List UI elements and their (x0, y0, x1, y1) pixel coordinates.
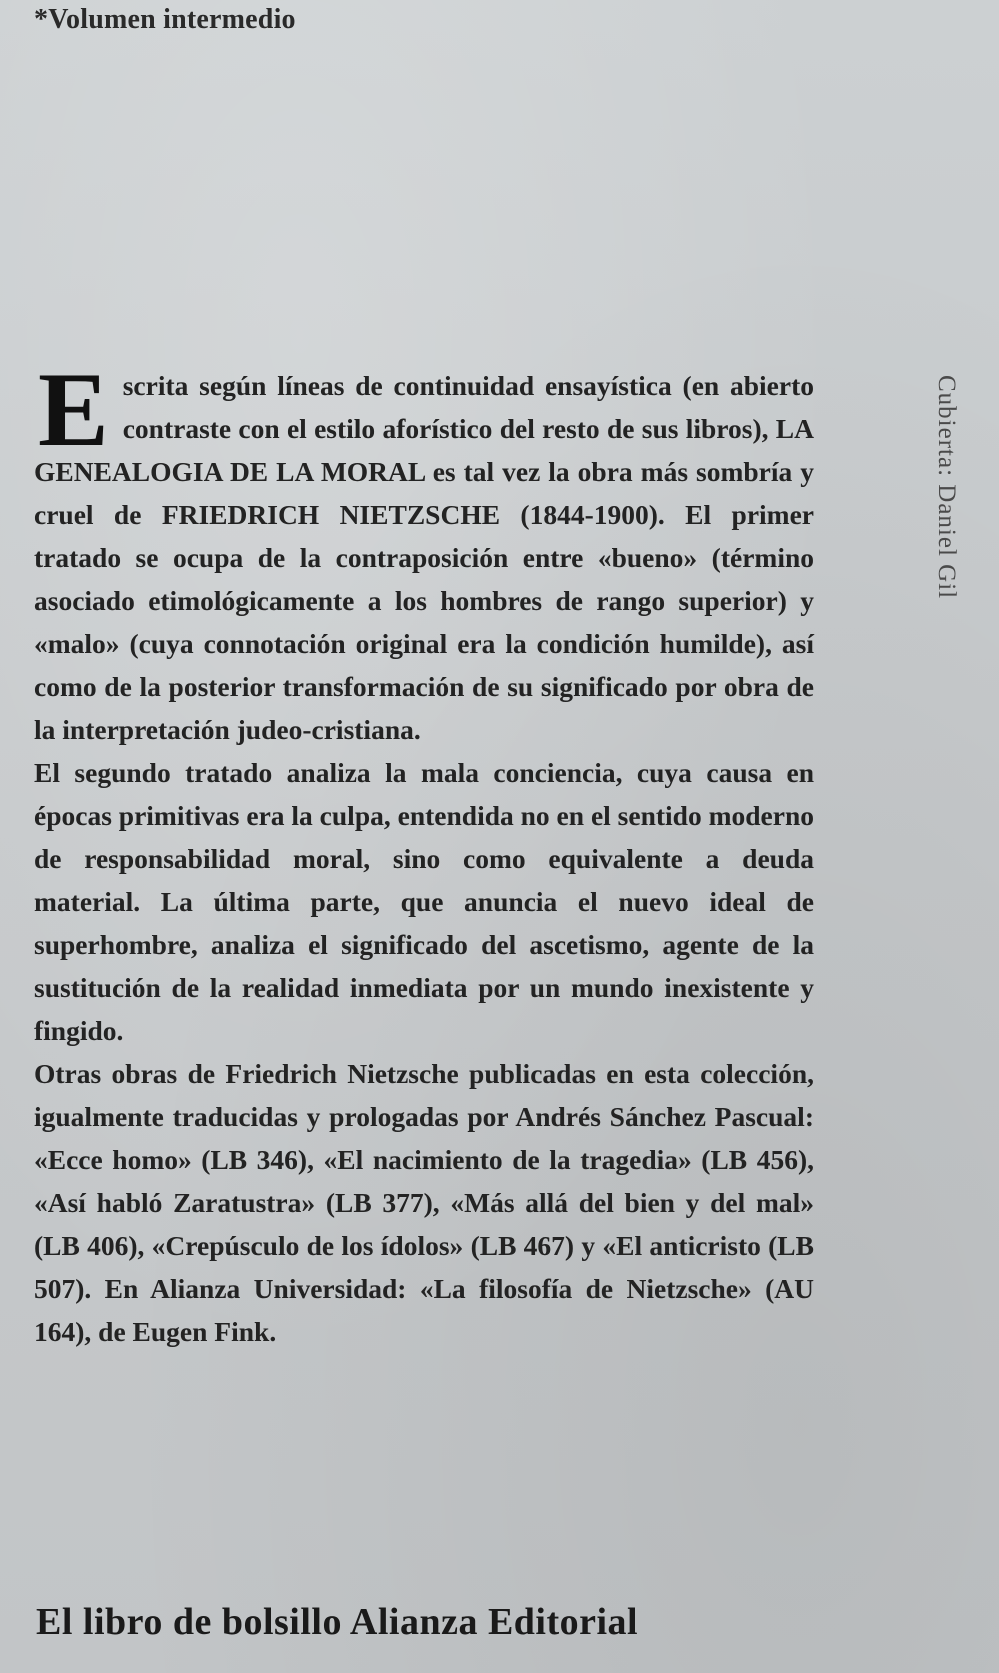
blurb-paragraph-1 (34, 351, 814, 751)
volume-label: *Volumen intermedio (34, 4, 296, 35)
publisher-imprint: El libro de bolsillo Alianza Editorial (36, 1601, 639, 1643)
cover-credit: Cubierta: Daniel Gil (933, 375, 960, 600)
blurb-paragraph-3: Otras obras de Friedrich Nietzsche publicadas en esta colección, igualmente traducidas y prologadas por Andrés Sánchez Pascual: «Ecce homo» (LB 346), «El nacimiento de la tragedia» (LB 456), «Así habló Zaratustra» (LB 377), «Más allá del bien y del mal» (LB 406), «Crepúsculo de los ídolos» (LB 467) y «El anticristo (LB 507). En Alianza Universidad: «La filosofía de Nietzsche» (AU 164), de Eugen Fink. (34, 1058, 814, 1347)
blurb-paragraph-2: El segundo tratado analiza la mala conciencia, cuya causa en épocas primitivas era la culpa, entendida no en el sentido moderno de responsabilidad moral, sino como equivalente a deuda material. La última parte, que anuncia el nuevo ideal de superhombre, analiza el significado del ascetismo, agente de la sustitución de la realidad inmediata por un mundo inexistente y fingido. (34, 757, 814, 1046)
drop-cap-letter: E (38, 351, 109, 468)
back-cover-blurb (34, 351, 814, 1353)
blurb-paragraph-1-text: scrita según líneas de continuidad ensayística (en abierto contraste con el estilo aforístico del resto de sus libros), LA GENEALOGIA DE LA MORAL es tal vez la obra más sombría y cruel de FRIEDRICH NIETZSCHE (1844-1900). El primer tratado se ocupa de la contraposición entre «bueno» (término asociado etimológicamente a los hombres de rango superior) y «malo» (cuya connotación original era la condición humilde), así como de la posterior transformación de su significado por obra de la interpretación judeo-cristiana. (34, 370, 814, 745)
